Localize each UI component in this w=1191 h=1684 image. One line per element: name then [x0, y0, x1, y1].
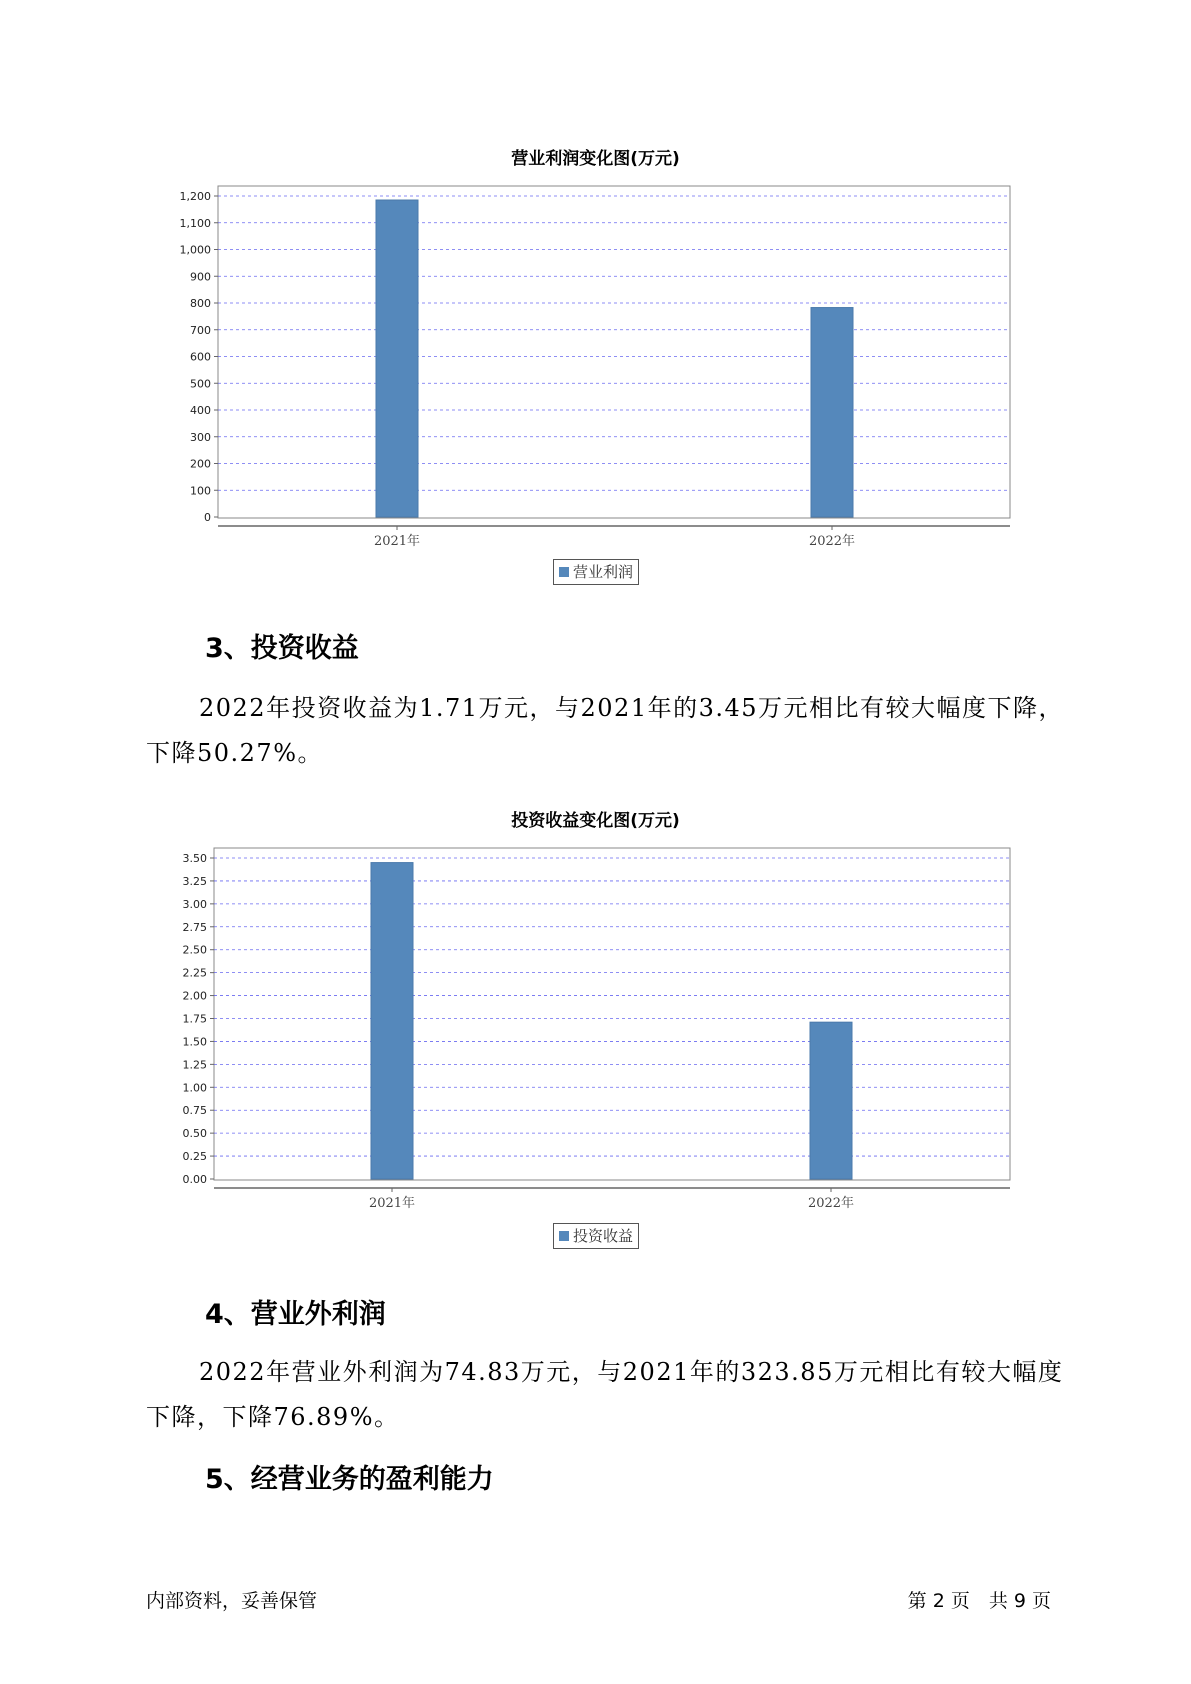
- y-tick-label: 3.50: [182, 852, 207, 865]
- bar: [810, 1022, 852, 1179]
- y-tick-label: 1.50: [182, 1035, 207, 1049]
- y-tick-label: 200: [190, 457, 211, 471]
- chart2-investment-income: [0, 822, 1191, 1212]
- footer-page-number: 第 2 页 共 9 页: [907, 1590, 1051, 1612]
- section3-heading: 3、投资收益: [205, 633, 359, 664]
- y-tick-label: 0.50: [182, 1127, 207, 1141]
- chart1-title: 营业利润变化图(万元): [511, 149, 680, 169]
- y-tick-label: 100: [190, 484, 211, 498]
- section4-paragraph: 2022年营业外利润为74.83万元，与2021年的323.85万元相比有较大幅度下降，下降76.89%。: [146, 1358, 1064, 1431]
- y-tick-label: 0.00: [182, 1173, 207, 1186]
- y-tick-label: 3.00: [182, 897, 207, 911]
- y-tick-label: 800: [190, 297, 211, 310]
- chart2-title: 投资收益变化图(万元): [511, 811, 680, 831]
- section5-heading: 5、经营业务的盈利能力: [205, 1464, 494, 1495]
- y-tick-label: 2.75: [182, 920, 207, 934]
- y-tick-label: 2.25: [182, 966, 207, 980]
- y-tick-label: 700: [190, 323, 211, 337]
- chart1-legend: [553, 559, 639, 585]
- y-tick-label: 1,000: [179, 243, 211, 257]
- legend-swatch: [559, 567, 569, 577]
- y-tick-label: 1,100: [179, 216, 211, 230]
- section3-paragraph: 2022年投资收益为1.71万元，与2021年的3.45万元相比有较大幅度下降，下降50.27%。: [146, 694, 1065, 767]
- x-tick-label: 2021年: [373, 534, 421, 549]
- y-tick-label: 600: [190, 350, 211, 364]
- y-tick-label: 1.25: [182, 1058, 207, 1072]
- y-tick-label: 900: [190, 270, 211, 284]
- bar: [811, 308, 853, 517]
- y-tick-label: 0: [204, 511, 211, 524]
- x-tick-label: 2022年: [807, 1196, 855, 1211]
- footer-left: 内部资料，妥善保管: [146, 1590, 318, 1612]
- chart2-legend: [553, 1223, 639, 1249]
- y-tick-label: 300: [190, 430, 211, 444]
- chart1-operating-profit: [0, 160, 1191, 550]
- bar: [371, 863, 413, 1179]
- y-tick-label: 1,200: [179, 190, 211, 203]
- y-tick-label: 1.75: [182, 1012, 207, 1026]
- chart2-legend-label: 投资收益: [573, 1227, 634, 1245]
- bar: [376, 200, 418, 517]
- y-tick-label: 2.50: [182, 943, 207, 957]
- legend-swatch: [559, 1231, 569, 1241]
- y-tick-label: 400: [190, 404, 211, 417]
- chart1-legend-label: 营业利润: [573, 563, 634, 581]
- y-tick-label: 0.25: [182, 1150, 207, 1164]
- plot-area: [218, 186, 1010, 518]
- plot-area: [214, 848, 1010, 1180]
- y-tick-label: 2.00: [182, 989, 207, 1003]
- y-tick-label: 1.00: [182, 1081, 207, 1095]
- section4-heading: 4、营业外利润: [205, 1299, 386, 1330]
- x-tick-label: 2022年: [808, 534, 856, 549]
- y-tick-label: 3.25: [182, 874, 207, 888]
- x-tick-label: 2021年: [368, 1196, 416, 1211]
- y-tick-label: 500: [190, 377, 211, 391]
- y-tick-label: 0.75: [182, 1104, 207, 1118]
